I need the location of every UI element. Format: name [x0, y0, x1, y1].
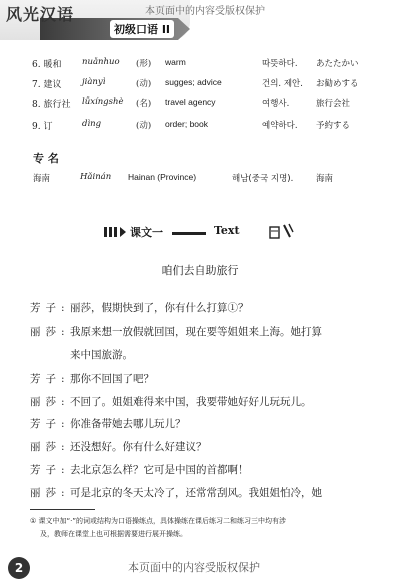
book-subtitle: 初级口语 II: [110, 20, 174, 38]
dialogue-speaker: 丽莎:: [30, 487, 70, 499]
vocab-pinyin: lǚxíngshè: [82, 97, 124, 107]
watermark-bottom: 本页面中的内容受版权保护: [128, 561, 260, 574]
dialogue-text: 来中国旅游。: [70, 349, 133, 361]
watermark-top: 本页面中的内容受版权保护: [145, 6, 265, 17]
vocab-pinyin: dìng: [82, 119, 102, 129]
dialogue-text: 还没想好。你有什么好建议？: [70, 441, 207, 453]
vocab-korean: 건의. 제안.: [262, 79, 303, 89]
vocab-pinyin: jiànyì: [82, 77, 106, 87]
vocab-word: 8. 旅行社: [32, 100, 71, 110]
vocab-pos: (名): [136, 99, 152, 109]
dialogue-speaker: 芳子:: [30, 373, 70, 385]
dialogue-text: 去北京怎么样？它可是中国的首都啊！: [70, 464, 249, 476]
vocab-english: sugges; advice: [165, 77, 222, 87]
vocab-pos: (形): [136, 59, 152, 69]
vocab-word: 9. 订: [32, 122, 53, 132]
dialogue-speaker: 丽莎:: [30, 441, 70, 453]
vocab-japanese: 旅行会社: [316, 99, 351, 109]
vocab-english: warm: [165, 57, 186, 67]
lesson-title: 咱们去自助旅行: [161, 264, 239, 277]
vocab-pinyin: nuǎnhuo: [82, 57, 120, 67]
vocab-row: [0, 57, 400, 75]
vocab-english: travel agency: [165, 97, 216, 107]
lesson-label-en: Text: [214, 224, 240, 237]
vocab-row: [0, 97, 400, 115]
pn-pinyin: Hǎinán: [80, 172, 112, 182]
vocab-korean: 여행사.: [262, 99, 290, 109]
vocab-japanese: あたたかい: [316, 59, 359, 69]
dialogue-speaker: 丽莎:: [30, 396, 70, 408]
dialogue-text: 丽莎，假期快到了，你有什么打算①？: [70, 302, 249, 314]
lesson-divider: [172, 232, 206, 235]
footnote-line: 及，教师在课堂上也可根据需要进行展开操练。: [40, 530, 187, 538]
vocab-korean: 예약하다.: [262, 121, 298, 131]
stationery-icon: [268, 222, 294, 240]
footnote-line: ① 课文中加“·”的词或结构为口语操练点，具体操练在课后练习二和练习三中均有涉: [30, 517, 286, 525]
dialogue-text: 我原来想一放假就回国，现在要等姐姐来上海。她打算: [70, 326, 322, 338]
dialogue-speaker: 芳子:: [30, 302, 70, 314]
footnote-rule: [30, 509, 95, 510]
pn-english: Hainan (Province): [128, 172, 197, 182]
pn-korean: 해남(중국 지명).: [232, 174, 294, 184]
vocab-japanese: 予約する: [316, 121, 351, 131]
vocab-pos: (动): [136, 121, 152, 131]
dialogue-speaker: 芳子:: [30, 418, 70, 430]
dialogue-speaker: 丽莎:: [30, 326, 70, 338]
proper-nouns-heading: 专 名: [33, 152, 59, 165]
dialogue-text: 你准备带她去哪儿玩儿？: [70, 418, 186, 430]
vocab-row: [0, 119, 400, 137]
dialogue-text: 那你不回国了吧？: [70, 373, 154, 385]
vocab-japanese: お勧めする: [316, 79, 359, 89]
book-title: 风光汉语: [6, 5, 75, 24]
lesson-label-cn: 课文一: [130, 226, 163, 239]
dialogue-text: 可是北京的冬天太冷了，还常常刮风。我姐姐怕冷，她: [70, 487, 322, 499]
decorative-stripes-icon: [104, 225, 126, 239]
proper-noun-row: [0, 172, 400, 188]
page-number: 2: [8, 557, 30, 579]
dialogue-text: 不回了。姐姐难得来中国，我要带她好好儿玩玩儿。: [70, 396, 312, 408]
vocab-english: order; book: [165, 119, 208, 129]
pn-word: 海南: [33, 174, 51, 184]
vocab-row: [0, 77, 400, 95]
vocab-pos: (动): [136, 79, 152, 89]
vocab-word: 7. 建议: [32, 80, 62, 90]
pn-japanese: 海南: [316, 174, 334, 184]
dialogue-speaker: 芳子:: [30, 464, 70, 476]
vocab-korean: 따뜻하다.: [262, 59, 298, 69]
vocab-word: 6. 暖和: [32, 60, 62, 70]
